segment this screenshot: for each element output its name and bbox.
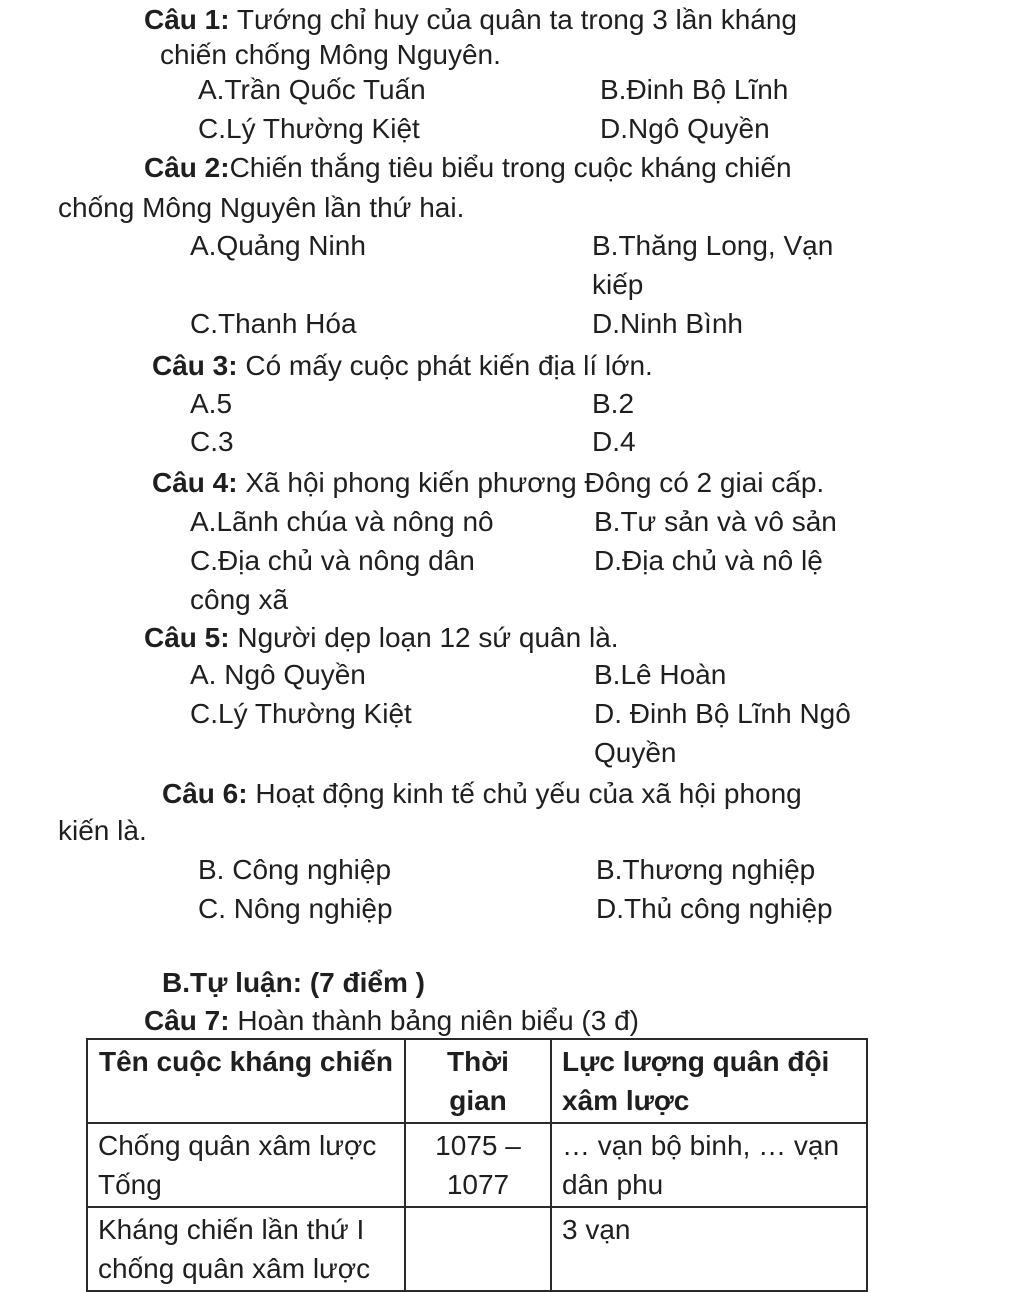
question-6-option-d[interactable]: D.Thủ công nghiệp: [596, 893, 833, 924]
question-1-option-a[interactable]: A.Trần Quốc Tuấn: [198, 74, 426, 105]
question-3-text: [152, 346, 653, 385]
question-7-stem: Hoàn thành bảng niên biểu (3 đ): [229, 1005, 639, 1036]
question-3-option-d[interactable]: D.4: [592, 426, 636, 457]
question-2-option-c[interactable]: C.Thanh Hóa: [190, 308, 357, 339]
question-6-option-a[interactable]: B. Công nghiệp: [198, 854, 392, 885]
question-5-stem: Người dẹp loạn 12 sứ quân là.: [229, 622, 619, 653]
question-5-option-d-cont: Quyền: [594, 737, 677, 768]
table-header-row: [87, 1039, 867, 1123]
question-1-label: Câu 1:: [144, 4, 230, 35]
question-2-text: [144, 148, 792, 187]
table-cell-war: Kháng chiến lần thứ I chống quân xâm lược: [87, 1207, 405, 1291]
chronology-table: [86, 1038, 868, 1292]
table-cell-forces[interactable]: … vạn bộ binh, … vạn dân phu: [551, 1123, 867, 1207]
question-1-option-d[interactable]: D.Ngô Quyền: [600, 113, 770, 144]
question-4-option-b[interactable]: B.Tư sản và vô sản: [594, 506, 837, 537]
question-2-option-b-cont: kiếp: [592, 269, 644, 300]
question-3-label: Câu 3:: [152, 350, 238, 381]
question-3-stem: Có mấy cuộc phát kiến địa lí lớn.: [237, 350, 653, 381]
question-2-option-a[interactable]: A.Quảng Ninh: [190, 230, 366, 261]
question-2-stem: Chiến thắng tiêu biểu trong cuộc kháng chiến: [229, 152, 792, 183]
question-6-option-b[interactable]: B.Thương nghiệp: [596, 854, 816, 885]
question-3-option-b[interactable]: B.2: [592, 388, 635, 419]
question-1-option-b[interactable]: B.Đinh Bộ Lĩnh: [600, 74, 789, 105]
question-4-option-a[interactable]: A.Lãnh chúa và nông nô: [190, 506, 494, 537]
table-cell-war: Chống quân xâm lược Tống: [87, 1123, 405, 1207]
question-6-text: [162, 774, 802, 813]
question-4-stem: Xã hội phong kiến phương Đông có 2 giai cấp.: [237, 467, 825, 498]
question-7-label: Câu 7:: [144, 1005, 230, 1036]
table-header-war: Tên cuộc kháng chiến: [87, 1039, 405, 1123]
question-4-option-c[interactable]: C.Địa chủ và nông dân: [190, 545, 475, 576]
question-6-text-cont: kiến là.: [58, 815, 147, 846]
question-5-option-c[interactable]: C.Lý Thường Kiệt: [190, 698, 412, 729]
question-4-option-c-cont: công xã: [190, 584, 289, 615]
question-3-option-c[interactable]: C.3: [190, 426, 234, 457]
table-cell-time[interactable]: 1075 – 1077: [405, 1123, 551, 1207]
question-5-option-a[interactable]: A. Ngô Quyền: [190, 659, 366, 690]
question-2-text-cont: chống Mông Nguyên lần thứ hai.: [58, 192, 465, 223]
table-row: [87, 1207, 867, 1291]
question-5-text: [144, 618, 619, 657]
question-4-text: [152, 463, 824, 502]
table-header-time: Thời gian: [405, 1039, 551, 1123]
question-1-text-cont: chiến chống Mông Nguyên.: [160, 39, 501, 70]
table-cell-forces[interactable]: 3 vạn: [551, 1207, 867, 1291]
question-5-option-d[interactable]: D. Đinh Bộ Lĩnh Ngô: [594, 698, 851, 729]
question-4-option-d[interactable]: D.Địa chủ và nô lệ: [594, 545, 823, 576]
question-5-option-b[interactable]: B.Lê Hoàn: [594, 659, 727, 690]
question-2-option-b[interactable]: B.Thăng Long, Vạn: [592, 230, 834, 261]
question-1-option-c[interactable]: C.Lý Thường Kiệt: [198, 113, 420, 144]
question-7-text: [144, 1001, 639, 1040]
section-b-heading: B.Tự luận: (7 điểm ): [162, 967, 425, 998]
question-1-stem: Tướng chỉ huy của quân ta trong 3 lần kháng: [229, 4, 797, 35]
question-1-text: [144, 0, 797, 39]
question-5-label: Câu 5:: [144, 622, 230, 653]
table-row: [87, 1123, 867, 1207]
table-cell-time[interactable]: [405, 1207, 551, 1291]
question-2-option-d[interactable]: D.Ninh Bình: [592, 308, 743, 339]
question-3-option-a[interactable]: A.5: [190, 388, 233, 419]
question-6-stem: Hoạt động kinh tế chủ yếu của xã hội phong: [247, 778, 802, 809]
question-2-label: Câu 2:: [144, 152, 230, 183]
table-header-forces: Lực lượng quân đội xâm lược: [551, 1039, 867, 1123]
question-6-label: Câu 6:: [162, 778, 248, 809]
question-4-label: Câu 4:: [152, 467, 238, 498]
question-6-option-c[interactable]: C. Nông nghiệp: [198, 893, 393, 924]
